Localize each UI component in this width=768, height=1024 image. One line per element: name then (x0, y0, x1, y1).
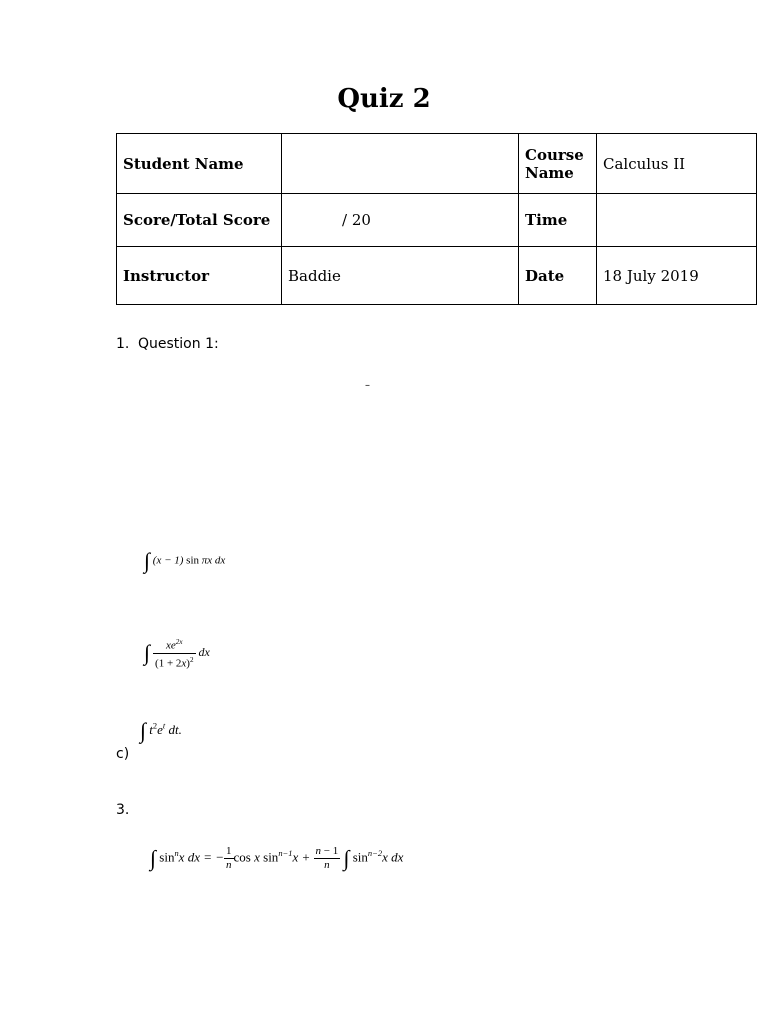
table-row (117, 134, 757, 194)
integral-equation-2: ∫ $\frac{xe^{2x}}{(1 + 2x)^2}$ dx (144, 638, 210, 670)
course-name-label: Course Name (519, 134, 597, 194)
student-name-label: Student Name (117, 134, 282, 194)
question-label: Question 1: (138, 336, 219, 352)
date-value: 18 July 2019 (597, 247, 757, 305)
score-field[interactable]: / 20 (282, 194, 519, 247)
date-label: Date (519, 247, 597, 305)
course-name-value: Calculus II (597, 134, 757, 194)
table-row (117, 194, 757, 247)
part-c-label: c) (116, 746, 130, 762)
time-label: Time (519, 194, 597, 247)
integral-equation-3: ∫ $t^2e^t$ dt. (140, 718, 182, 743)
score-label: Score/Total Score (117, 194, 282, 247)
student-name-field[interactable] (282, 134, 519, 194)
time-field[interactable] (597, 194, 757, 247)
integral-equation-1: ∫ (x − 1) sin πx dx (144, 548, 226, 573)
instructor-label: Instructor (117, 247, 282, 305)
table-row (117, 247, 757, 305)
question-1-heading (116, 336, 219, 352)
page-title: Quiz 2 (337, 84, 431, 114)
question-3-label: 3. (116, 802, 130, 818)
reduction-formula-equation: ∫ $\sin^nx$ dx = − $\frac{1}{n}$ cos x $\sin^{n-1}x$ + $\frac{n - 1}{n}$ ∫ $\sin^{n-2}x$ dx (150, 845, 404, 871)
question-number: 1. (116, 336, 130, 352)
instructor-value: Baddie (282, 247, 519, 305)
dash-mark: – (365, 380, 370, 391)
quiz-info-table (116, 133, 757, 305)
